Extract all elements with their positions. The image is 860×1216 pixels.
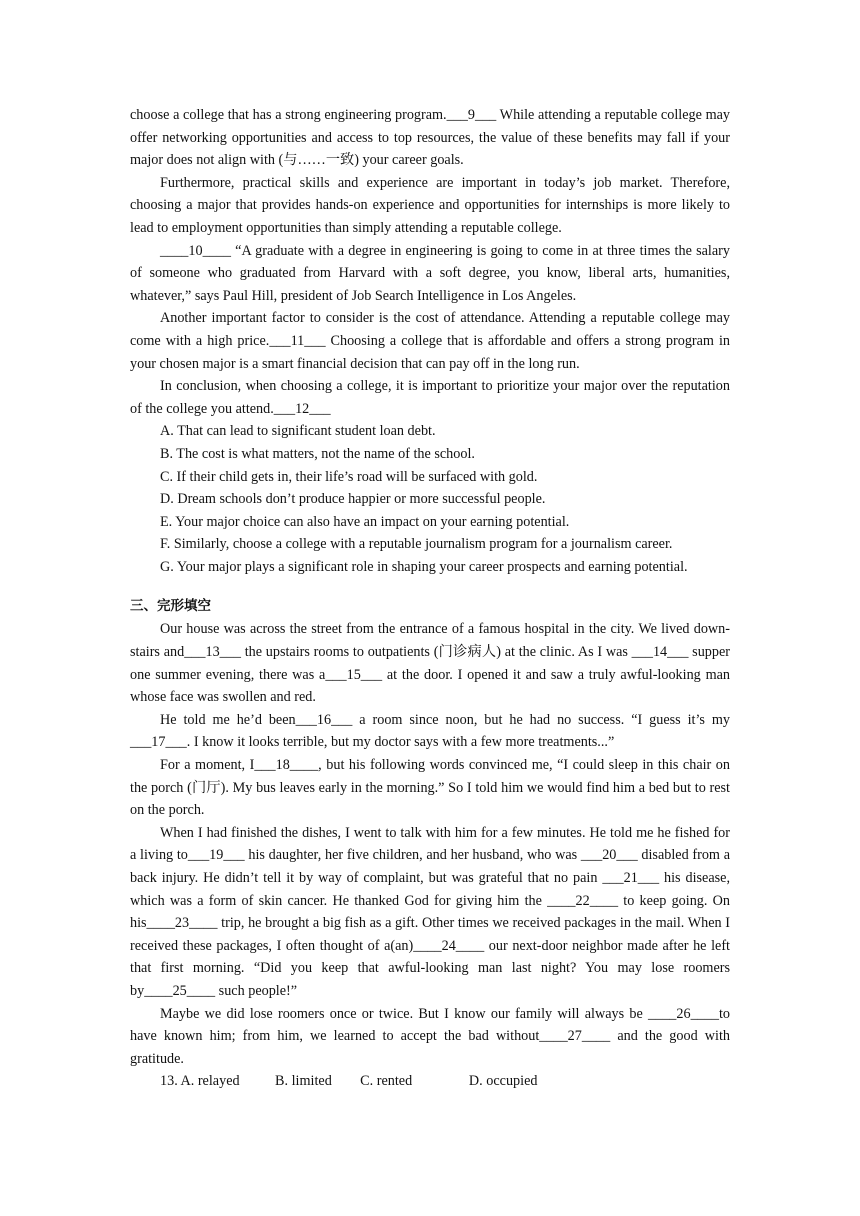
option-item: B. The cost is what matters, not the name of the school. xyxy=(160,445,475,462)
option-item: C. If their child gets in, their life’s road will be surfaced with gold. xyxy=(160,468,538,485)
paragraph: Furthermore, practical skills and experience are important in today’s job market. Therefore, choosing a major that provides hands-on experience and opportunities for internships is more likely to lead to employment opportunities than simply attending a reputable college. xyxy=(130,174,730,236)
option-item: A. That can lead to significant student loan debt. xyxy=(160,423,436,440)
option-list xyxy=(130,420,730,578)
section-heading: 三、完形填空 xyxy=(130,598,211,615)
option-item: D. Dream schools don’t produce happier or more successful people. xyxy=(160,491,546,508)
paragraph: ____10____ “A graduate with a degree in engineering is going to come in at three times the salary of someone who graduated from Harvard with a soft degree, you know, liberal arts, humanities, whatever,” says Paul Hill, president of Job Search Intelligence in Los Angeles. xyxy=(130,242,730,304)
paragraph: choose a college that has a strong engineering program.___9___ While attending a reputable college may offer networking opportunities and access to top resources, the value of these benefits may fall if your major does not align with (与……一致) your career goals. xyxy=(130,107,730,169)
paragraph: He told me he’d been___16___ a room since noon, but he had no success. “I guess it’s my ___17___. I know it looks terrible, but my doctor says with a few more treatments...” xyxy=(130,711,730,751)
option-item: F. Similarly, choose a college with a reputable journalism program for a journalism career. xyxy=(160,536,673,553)
option-item: G. Your major plays a significant role in shaping your career prospects and earning potential. xyxy=(160,558,688,575)
paragraph: Our house was across the street from the entrance of a famous hospital in the city. We lived down-stairs and___13___ the upstairs rooms to outpatients (门诊病人) at the clinic. As I was ___14___ supper one summer evening, there was a___15___ at the door. I opened it and saw a truly awful-looking man whose face was swollen and red. xyxy=(130,621,730,706)
paragraph: When I had finished the dishes, I went to talk with him for a few minutes. He told me he fished for a living to___19___ his daughter, her five children, and her husband, who was ___20___ disabled from a back injury. He didn’t tell it by way of complaint, but was grateful that no pain ___21___ his disease, which was a form of skin cancer. He thanked God for giving him the ____22____ to keep going. On his____23____ trip, he brought a big fish as a gift. Other times we received packages in the mail. When I received these packages, I often thought of a(an)____24____ our next-door neighbor made after he left that first morning. “Did you keep that awful-looking man last night? You may lose roomers by____25____ such people!” xyxy=(130,824,730,999)
option-item: E. Your major choice can also have an impact on your earning potential. xyxy=(160,513,570,530)
paragraph: Maybe we did lose roomers once or twice. But I know our family will always be ____26____to have known him; from him, we learned to accept the bad without____27____ and the good with gratitude. xyxy=(130,1005,730,1067)
paragraph: In conclusion, when choosing a college, it is important to prioritize your major over the reputation of the college you attend.___12___ xyxy=(130,378,730,417)
document-page xyxy=(130,104,730,1093)
paragraph: Another important factor to consider is the cost of attendance. Attending a reputable college may come with a high price.___11___ Choosing a college that is affordable and offers a strong program in your chosen major is a smart financial decision that can pay off in the long run. xyxy=(130,310,730,372)
question-13-choices: 13. A. relayed B. limited C. rented D. occupied xyxy=(160,1073,538,1090)
paragraph: For a moment, I___18____, but his following words convinced me, “I could sleep in this chair on the porch (门厅). My bus leaves early in the morning.” So I told him we would find him a bed but to rest on the porch. xyxy=(130,757,730,819)
